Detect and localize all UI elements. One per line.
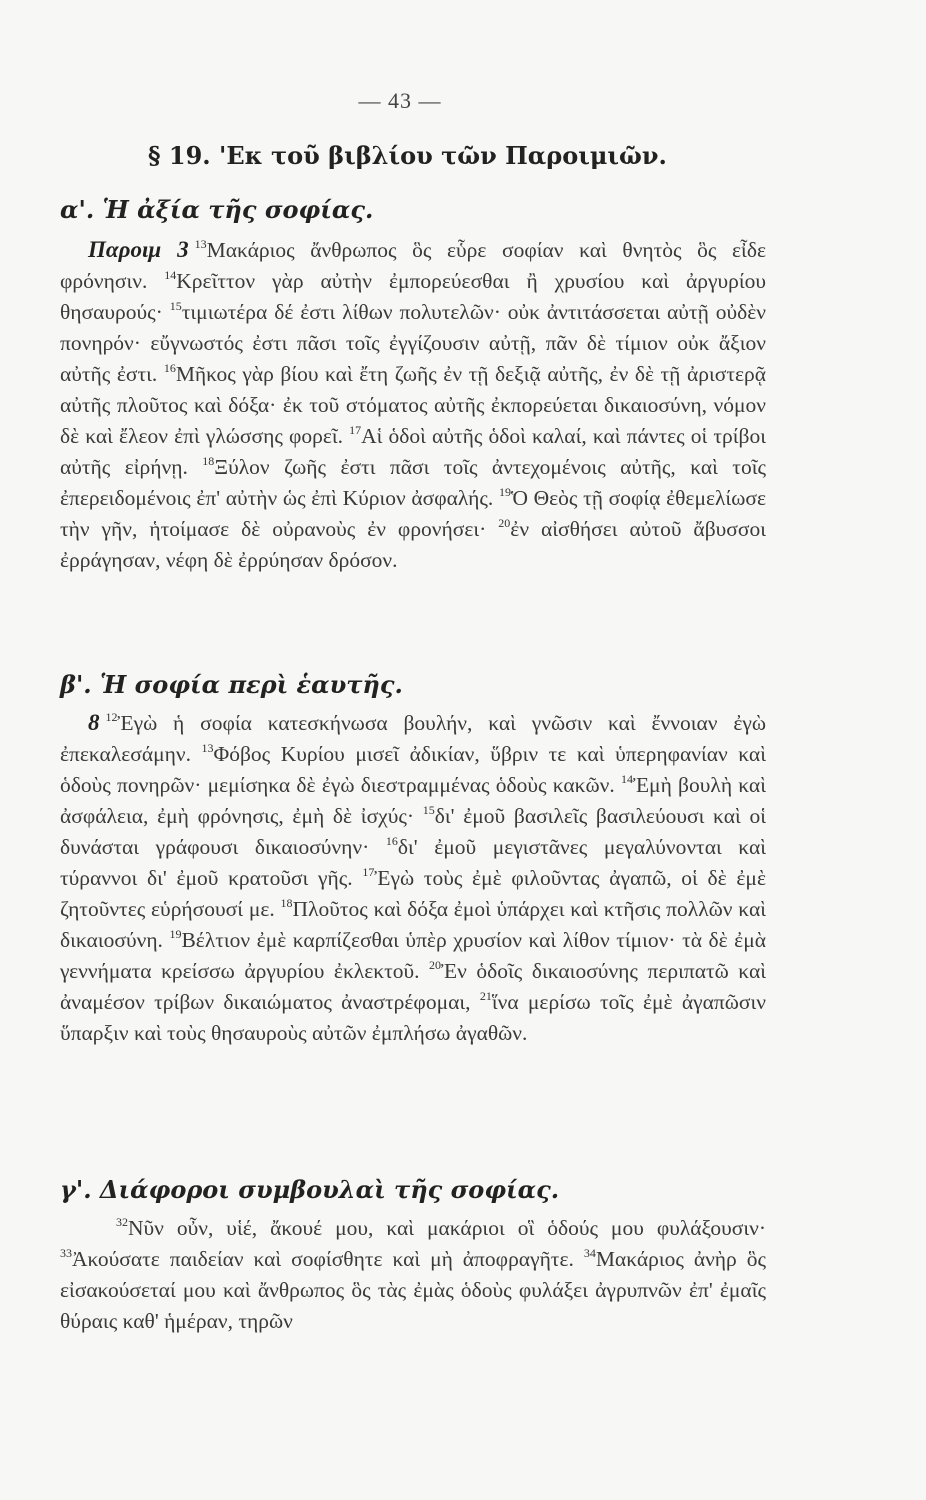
verse-text: δι' ἐμοῦ βασιλεῖς βασιλεύουσι καὶ οἱ δυνάσται γράφουσι δικαιοσύνην· [60, 804, 766, 859]
chapter-reference: Παροιμ 3 [88, 237, 189, 262]
verse-number: 15 [422, 803, 435, 817]
verse-number: 19 [169, 927, 182, 941]
verse-text: Μακάριος ἄνθρωπος ὃς εὗρε σοφίαν καὶ θνητὸς ὃς εἶδε φρόνησιν. [60, 238, 766, 293]
page-number: — 43 — [358, 88, 442, 113]
verse-text: Ἀκούσατε παιδείαν καὶ σοφίσθητε καὶ μὴ ἀποφραγῆτε. [72, 1247, 584, 1271]
verse-number: 33 [60, 1246, 72, 1260]
verse-text: Ἐν ὁδοῖς δικαιοσύνης περιπατῶ καὶ ἀναμέσον τρίβων δικαιώματος ἀναστρέφομαι, [60, 959, 767, 1014]
verse-text: ἐν αἰσθήσει αὐτοῦ ἄβυσσοι ἐρράγησαν, νέφη δὲ ἐρρύησαν δρόσον. [60, 517, 766, 572]
verse-text: Νῦν οὖν, υἱέ, ἄκουέ μου, καὶ μακάριοι οἳ ὁδούς μου φυλάξουσιν· [128, 1216, 766, 1240]
verse-number: 21 [479, 989, 492, 1003]
verse-number: 32 [116, 1215, 128, 1229]
passage-a [60, 234, 766, 576]
verse-number: 14 [164, 268, 177, 282]
verse-number: 20 [498, 516, 511, 530]
section-title: § 19. 'Εκ τοῦ βιβλίου τῶν Παροιμιῶν. [148, 141, 667, 170]
verse-text: τιμιωτέρα δέ ἐστι λίθων πολυτελῶν· οὐκ ἀντιτάσσεται αὐτῇ οὐδὲν πονηρόν· εὔγνωστός ἐστι πᾶσι τοῖς ἐγγίζουσιν αὐτῇ, πᾶν δὲ τίμιον οὐκ ἄξιον αὐτῆς ἐστι. [60, 300, 766, 386]
verse-number: 15 [169, 299, 182, 313]
verse-text: Ἐγὼ τοὺς ἐμὲ φιλοῦντας ἀγαπῶ, οἱ δὲ ἐμὲ ζητοῦντες εὑρήσουσί με. [60, 866, 766, 921]
verse-text: Ξύλον ζωῆς ἐστι πᾶσι τοῖς ἀντεχομένοις αὐτῆς, καὶ τοῖς ἐπερειδομένοις ἐπ' αὐτὴν ὡς ἐπὶ Κύριον ἀσφαλής. [60, 455, 766, 510]
verse-number: 34 [583, 1246, 596, 1260]
verse-text: Ἐμὴ βουλὴ καὶ ἀσφάλεια, ἐμὴ φρόνησις, ἐμὴ δὲ ἰσχύς· [60, 773, 766, 828]
verse-number: 17 [362, 865, 375, 879]
verse-text: Ἐγὼ ἡ σοφία κατεσκήνωσα βουλήν, καὶ γνῶσιν καὶ ἔννοιαν ἐγὼ ἐπεκαλεσάμην. [60, 711, 766, 766]
passage-c [60, 1213, 766, 1337]
passage-b-text [60, 707, 766, 1049]
subheading-c: γ'. Διάφοροι συμβουλαὶ τῆς σοφίας. [60, 1175, 560, 1204]
verse-text: Αἱ ὁδοὶ αὐτῆς ὁδοὶ καλαί, καὶ πάντες οἱ τρίβοι αὐτῆς εἰρήνῃ. [60, 424, 766, 479]
subheading-a: α'. Ἡ ἀξία τῆς σοφίας. [60, 195, 374, 224]
verse-text: Πλοῦτος καὶ δόξα ἐμοὶ ὑπάρχει καὶ κτῆσις πολλῶν καὶ δικαιοσύνη. [60, 897, 766, 952]
verse-text: Ὁ Θεὸς τῇ σοφίᾳ ἐθεμελίωσε τὴν γῆν, ἡτοίμασε δὲ οὐρανοὺς ἐν φρονήσει· [60, 486, 766, 541]
passage-b [60, 707, 766, 1049]
verse-text: Φόβος Κυρίου μισεῖ ἀδικίαν, ὕβριν τε καὶ ὑπερηφανίαν καὶ ὁδοὺς πονηρῶν· μεμίσηκα δὲ ἐγὼ διεστραμμένας ὁδοὺς κακῶν. [60, 742, 766, 797]
verse-number: 17 [349, 423, 362, 437]
verse-text: Κρεῖττον γὰρ αὐτὴν ἐμπορεύεσθαι ἢ χρυσίου καὶ ἀργυρίου θησαυρούς· [60, 269, 766, 324]
verse-number: 16 [385, 834, 398, 848]
verse-number: 18 [280, 896, 293, 910]
verse-number: 16 [163, 361, 176, 375]
verse-number: 18 [202, 454, 215, 468]
chapter-number: 8 [88, 710, 100, 735]
verse-text: δι' ἐμοῦ μεγιστᾶνες μεγαλύνονται καὶ τύραννοι δι' ἐμοῦ κρατοῦσι γῆς. [60, 835, 766, 890]
passage-c-text [60, 1213, 766, 1337]
verse-number: 20 [429, 958, 442, 972]
verse-text: Βέλτιον ἐμὲ καρπίζεσθαι ὑπὲρ χρυσίον καὶ λίθον τίμιον· τὰ δὲ ἐμὰ γεννήματα κρείσσω ἀργυρίου ἐκλεκτοῦ. [60, 928, 766, 983]
verse-text: Μακάριος ἀνὴρ ὃς εἰσακούσεταί μου καὶ ἄνθρωπος ὃς τὰς ἐμὰς ὁδοὺς φυλάξει ἀγρυπνῶν ἐπ' ἐμαῖς θύραις καθ' ἡμέραν, τηρῶν [60, 1247, 766, 1333]
verse-number: 13 [201, 741, 214, 755]
verse-number: 19 [498, 485, 511, 499]
verse-number: 12 [105, 710, 118, 724]
verse-number: 13 [194, 237, 207, 251]
verse-text: ἵνα μερίσω τοῖς ἐμὲ ἀγαπῶσιν ὕπαρξιν καὶ τοὺς θησαυροὺς αὐτῶν ἐμπλήσω ἀγαθῶν. [60, 990, 766, 1045]
verse-number: 14 [620, 772, 633, 786]
subheading-b: β'. Ἡ σοφία περὶ ἑαυτῆς. [60, 670, 403, 699]
verse-text: Μῆκος γὰρ βίου καὶ ἔτη ζωῆς ἐν τῇ δεξιᾷ αὐτῆς, ἐν δὲ τῇ ἀριστερᾷ αὐτῆς πλοῦτος καὶ δόξα· ἐκ τοῦ στόματος αὐτῆς ἐκπορεύεται δικαιοσύνη, νόμον δὲ καὶ ἔλεον ἐπὶ γλώσσης φορεῖ. [60, 362, 766, 448]
passage-a-text [60, 234, 766, 576]
